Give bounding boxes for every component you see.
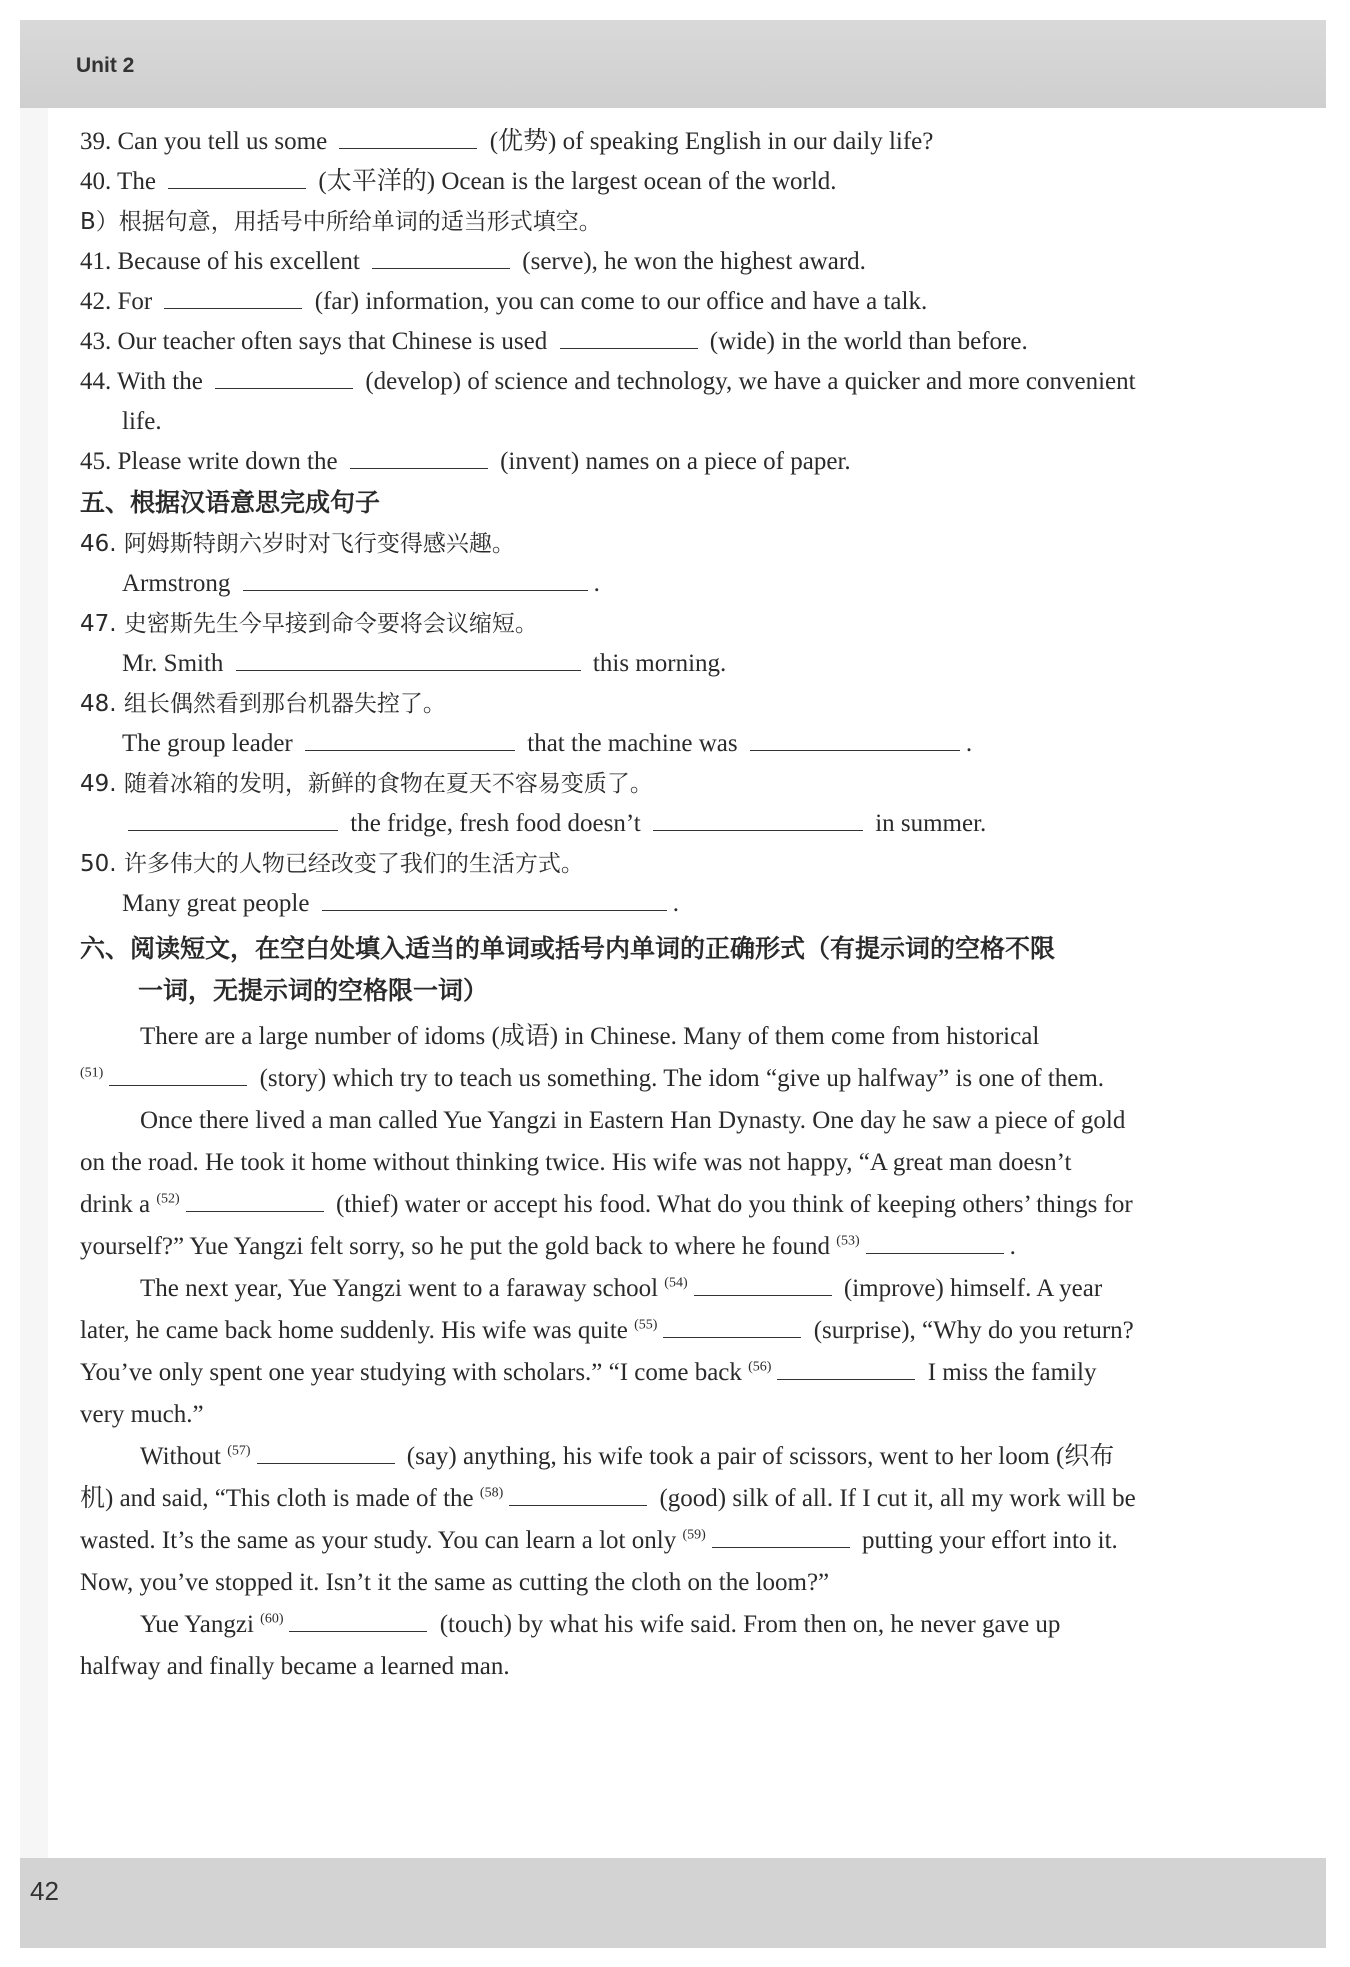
blank-number: (51)	[80, 1065, 104, 1081]
question-44-continuation: life.	[122, 408, 162, 435]
passage-text: 机) and said, “This cloth is made of the	[80, 1485, 474, 1512]
passage-line: very much.”	[80, 1401, 204, 1428]
reading-passage	[80, 1016, 1230, 1688]
answer-blank-41[interactable]	[372, 244, 510, 269]
passage-text: (improve) himself. A year	[843, 1275, 1103, 1302]
question-46	[80, 564, 1230, 604]
unit-label: Unit 2	[76, 54, 135, 77]
question-45	[80, 442, 1230, 482]
passage-text: putting your effort into it.	[862, 1527, 1118, 1554]
passage-text: The next year, Yue Yangzi went to a faraway school	[140, 1275, 659, 1302]
question-48-chinese: 48. 组长偶然看到那台机器失控了。	[80, 691, 446, 717]
section-6-title-cont: 一词，无提示词的空格限一词）	[138, 976, 489, 1005]
question-text: of speaking English in our daily life?	[562, 128, 934, 155]
sentence-end: .	[593, 570, 600, 597]
sentence-start: Many great people	[122, 890, 310, 917]
blank-number: (60)	[260, 1611, 284, 1627]
answer-blank-45[interactable]	[350, 444, 488, 469]
exercise-content	[80, 122, 1230, 1688]
passage-line	[80, 1436, 1230, 1478]
passage-line: halfway and finally became a learned man.	[80, 1653, 510, 1680]
passage-text: wasted. It’s the same as your study. You can learn a lot only	[80, 1527, 677, 1554]
answer-blank-53[interactable]	[866, 1229, 1004, 1254]
answer-blank-48b[interactable]	[750, 726, 960, 751]
passage-line	[80, 1268, 1230, 1310]
answer-blank-55[interactable]	[663, 1313, 801, 1338]
passage-text: (say) anything, his wife took a pair of scissors, went to her loom (织布	[406, 1443, 1115, 1470]
blank-number: (54)	[664, 1275, 688, 1291]
question-49	[80, 804, 1230, 844]
question-text: Ocean is the largest ocean of the world.	[441, 168, 837, 195]
answer-blank-47[interactable]	[236, 646, 581, 671]
passage-line	[80, 1226, 1230, 1268]
question-text: 45. Please write down the	[80, 448, 338, 475]
question-48	[80, 724, 1230, 764]
question-text: 43. Our teacher often says that Chinese is used	[80, 328, 548, 355]
answer-blank-54[interactable]	[694, 1271, 832, 1296]
sentence-start: Armstrong	[122, 570, 231, 597]
blank-number: (58)	[479, 1485, 504, 1501]
answer-blank-39[interactable]	[339, 124, 477, 149]
passage-text: Yue Yangzi	[140, 1611, 254, 1638]
question-39	[80, 122, 1230, 162]
passage-text: yourself?” Yue Yangzi felt sorry, so he put the gold back to where he found	[80, 1233, 831, 1260]
answer-blank-40[interactable]	[168, 164, 306, 189]
sentence-start: Mr. Smith	[122, 650, 224, 677]
passage-line: Now, you’ve stopped it. Isn’t it the same as cutting the cloth on the loom?”	[80, 1569, 830, 1596]
passage-text: You’ve only spent one year studying with scholars.” “I come back	[80, 1359, 742, 1386]
passage-text: .	[1009, 1233, 1016, 1260]
section-6-title: 六、阅读短文，在空白处填入适当的单词或括号内单词的正确形式（有提示词的空格不限	[80, 934, 1056, 963]
passage-line	[80, 1352, 1230, 1394]
blank-number: (59)	[682, 1527, 706, 1543]
question-44	[80, 362, 1230, 402]
header-band	[20, 20, 1326, 108]
passage-line	[80, 1478, 1230, 1520]
question-42	[80, 282, 1230, 322]
answer-blank-59[interactable]	[712, 1523, 850, 1548]
question-41	[80, 242, 1230, 282]
question-50-chinese: 50. 许多伟大的人物已经改变了我们的生活方式。	[80, 851, 584, 877]
question-50	[80, 884, 1230, 924]
blank-number: (57)	[227, 1443, 251, 1459]
passage-text: drink a	[80, 1191, 151, 1218]
sentence-middle: that the machine was	[527, 730, 738, 757]
passage-text: (good) silk of all. If I cut it, all my work will be	[659, 1485, 1136, 1512]
passage-line	[80, 1184, 1230, 1226]
sentence-middle: the fridge, fresh food doesn’t	[350, 810, 641, 837]
passage-text: (story) which try to teach us something. The idom “give up halfway” is one of them.	[259, 1065, 1105, 1092]
blank-number: (52)	[156, 1191, 180, 1207]
passage-text: Without	[140, 1443, 221, 1470]
question-text: (wide) in the world than before.	[709, 328, 1028, 355]
sentence-end: in summer.	[875, 810, 987, 837]
question-47	[80, 644, 1230, 684]
question-text: 44. With the	[80, 368, 203, 395]
answer-blank-50[interactable]	[322, 886, 667, 911]
sentence-end: .	[965, 730, 973, 757]
blank-number: (53)	[836, 1233, 860, 1249]
question-text: (far) information, you can come to our office and have a talk.	[314, 288, 928, 315]
page-number: 42	[30, 1876, 59, 1906]
answer-blank-58[interactable]	[509, 1481, 647, 1506]
passage-line	[80, 1604, 1230, 1646]
question-text: 39. Can you tell us some	[80, 128, 328, 155]
question-text: (develop) of science and technology, we have a quicker and more convenient	[365, 368, 1136, 395]
passage-line: There are a large number of idoms (成语) in Chinese. Many of them come from historical	[140, 1023, 1040, 1050]
question-47-chinese: 47. 史密斯先生今早接到命令要将会议缩短。	[80, 611, 538, 637]
passage-text: (surprise), “Why do you return?	[813, 1317, 1134, 1344]
passage-text: (thief) water or accept his food. What do you think of keeping others’ things for	[335, 1191, 1133, 1218]
answer-blank-42[interactable]	[164, 284, 302, 309]
sentence-end: this morning.	[592, 650, 727, 677]
answer-blank-57[interactable]	[257, 1439, 395, 1464]
answer-blank-60[interactable]	[289, 1607, 427, 1632]
hint-text: (太平洋的)	[318, 168, 436, 195]
hint-text: (优势)	[489, 128, 557, 155]
question-text: 41. Because of his excellent	[80, 248, 360, 275]
passage-line: Once there lived a man called Yue Yangzi in Eastern Han Dynasty. One day he saw a piece of gold	[140, 1107, 1126, 1134]
passage-text: I miss the family	[927, 1359, 1097, 1386]
answer-blank-43[interactable]	[560, 324, 698, 349]
passage-line: on the road. He took it home without thinking twice. His wife was not happy, “A great man doesn’t	[80, 1149, 1072, 1176]
answer-blank-49a[interactable]	[128, 806, 338, 831]
passage-text: (touch) by what his wife said. From then on, he never gave up	[439, 1611, 1061, 1638]
question-46-chinese: 46. 阿姆斯特朗六岁时对飞行变得感兴趣。	[80, 531, 515, 557]
footer-band	[20, 1858, 1326, 1948]
answer-blank-48a[interactable]	[305, 726, 515, 751]
passage-line	[80, 1310, 1230, 1352]
question-40	[80, 162, 1230, 202]
passage-line	[80, 1520, 1230, 1562]
question-text: (invent) names on a piece of paper.	[500, 448, 851, 475]
passage-line	[80, 1058, 1230, 1100]
question-text: 40. The	[80, 168, 156, 195]
sentence-start: The group leader	[122, 730, 293, 757]
part-b-instruction: B）根据句意，用括号中所给单词的适当形式填空。	[80, 209, 602, 235]
question-text: (serve), he won the highest award.	[522, 248, 866, 275]
question-43	[80, 322, 1230, 362]
answer-blank-51[interactable]	[109, 1061, 247, 1086]
blank-number: (55)	[634, 1317, 658, 1333]
answer-blank-49b[interactable]	[653, 806, 863, 831]
question-49-chinese: 49. 随着冰箱的发明，新鲜的食物在夏天不容易变质了。	[80, 771, 653, 797]
blank-number: (56)	[748, 1359, 772, 1375]
section-5-title: 五、根据汉语意思完成句子	[80, 488, 381, 517]
passage-text: later, he came back home suddenly. His wife was quite	[80, 1317, 628, 1344]
answer-blank-52[interactable]	[186, 1187, 324, 1212]
sentence-end: .	[672, 890, 679, 917]
answer-blank-56[interactable]	[777, 1355, 915, 1380]
answer-blank-44[interactable]	[215, 364, 353, 389]
question-text: 42. For	[80, 288, 153, 315]
answer-blank-46[interactable]	[243, 566, 588, 591]
